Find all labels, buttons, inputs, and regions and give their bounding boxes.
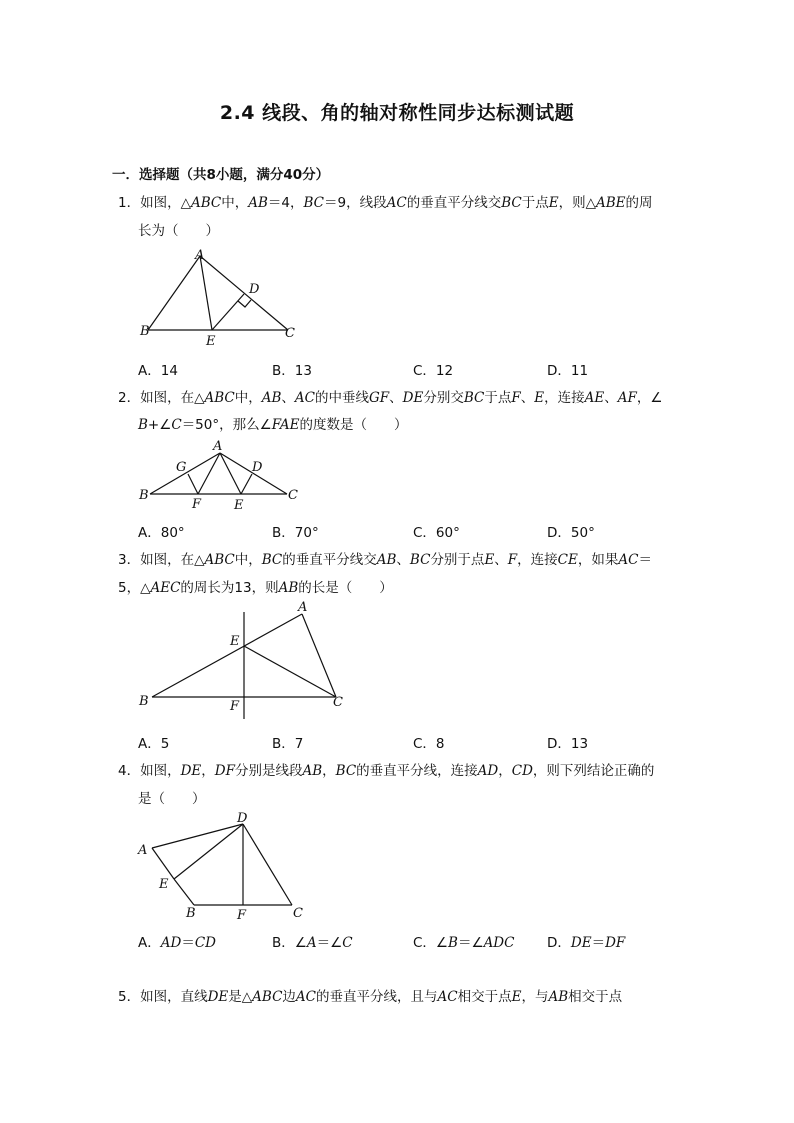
q2-option-b[interactable]: B．70° bbox=[272, 525, 319, 541]
q2-label-d: D bbox=[252, 460, 263, 475]
question-3-text: 3．如图，在△ABC中，BC的垂直平分线交AB、BC分别于点E、F，连接CE，如果AC＝ bbox=[118, 552, 652, 568]
q1-label-d: D bbox=[249, 282, 260, 297]
q2-label-a: A bbox=[213, 439, 223, 454]
q4-label-e: E bbox=[159, 877, 169, 892]
q3-label-e: E bbox=[230, 634, 240, 649]
q3-label-a: A bbox=[298, 600, 308, 615]
q3-option-c[interactable]: C．8 bbox=[413, 736, 445, 752]
q2-label-f: F bbox=[192, 497, 202, 512]
q4-label-b: B bbox=[186, 906, 196, 921]
q3-option-b[interactable]: B．7 bbox=[272, 736, 304, 752]
question-2-text-cont: B+∠C＝50°，那么∠FAE的度数是（ ） bbox=[138, 417, 408, 433]
question-5-text: 5．如图，直线DE是△ABC边AC的垂直平分线，且与AC相交于点E，与AB相交于点 bbox=[118, 989, 623, 1005]
q4-label-a: A bbox=[138, 843, 148, 858]
q4-label-c: C bbox=[293, 906, 303, 921]
q2-option-a[interactable]: A．80° bbox=[138, 525, 185, 541]
q2-label-g: G bbox=[176, 460, 187, 475]
question-2-text: 2．如图，在△ABC中，AB、AC的中垂线GF、DE分别交BC于点F、E，连接AE、AF，∠ bbox=[118, 390, 663, 406]
q4-option-a[interactable]: A．AD＝CD bbox=[138, 935, 216, 951]
q3-option-d[interactable]: D．13 bbox=[547, 736, 589, 752]
q1-option-a[interactable]: A．14 bbox=[138, 363, 178, 379]
q4-label-d: D bbox=[237, 811, 248, 826]
question-1-text-cont: 长为（ ） bbox=[138, 223, 219, 239]
question-1-text: 1．如图，△ABC中，AB＝4，BC＝9，线段AC的垂直平分线交BC于点E，则△ABE的周 bbox=[118, 195, 653, 211]
q2-label-e: E bbox=[234, 498, 244, 513]
q1-option-b[interactable]: B．13 bbox=[272, 363, 312, 379]
q1-label-a: A bbox=[195, 248, 205, 263]
q3-label-b: B bbox=[139, 694, 149, 709]
q2-option-d[interactable]: D．50° bbox=[547, 525, 595, 541]
q1-option-c[interactable]: C．12 bbox=[413, 363, 454, 379]
page-title: 2.4 线段、角的轴对称性同步达标测试题 bbox=[219, 102, 575, 124]
q2-option-c[interactable]: C．60° bbox=[413, 525, 460, 541]
q3-label-f: F bbox=[230, 699, 240, 714]
q1-label-c: C bbox=[285, 326, 295, 341]
question-4-text-cont: 是（ ） bbox=[138, 791, 206, 807]
q2-label-b: B bbox=[139, 488, 149, 503]
q1-option-d[interactable]: D．11 bbox=[547, 363, 589, 379]
q1-label-b: B bbox=[140, 324, 150, 339]
section-heading: 一．选择题（共8小题，满分40分） bbox=[112, 167, 330, 183]
question-3-text-cont: 5，△AEC的周长为13，则AB的长是（ ） bbox=[118, 580, 393, 596]
q4-option-c[interactable]: C．∠B＝∠ADC bbox=[413, 935, 515, 951]
q4-option-d[interactable]: D．DE＝DF bbox=[547, 935, 626, 951]
q1-label-e: E bbox=[206, 334, 216, 349]
q4-option-b[interactable]: B．∠A＝∠C bbox=[272, 935, 353, 951]
q4-label-f: F bbox=[237, 908, 247, 923]
question-4-text: 4．如图，DE，DF分别是线段AB，BC的垂直平分线，连接AD，CD，则下列结论正确的 bbox=[118, 763, 655, 779]
q2-label-c: C bbox=[288, 488, 298, 503]
q3-label-c: C bbox=[333, 695, 343, 710]
q3-option-a[interactable]: A．5 bbox=[138, 736, 170, 752]
